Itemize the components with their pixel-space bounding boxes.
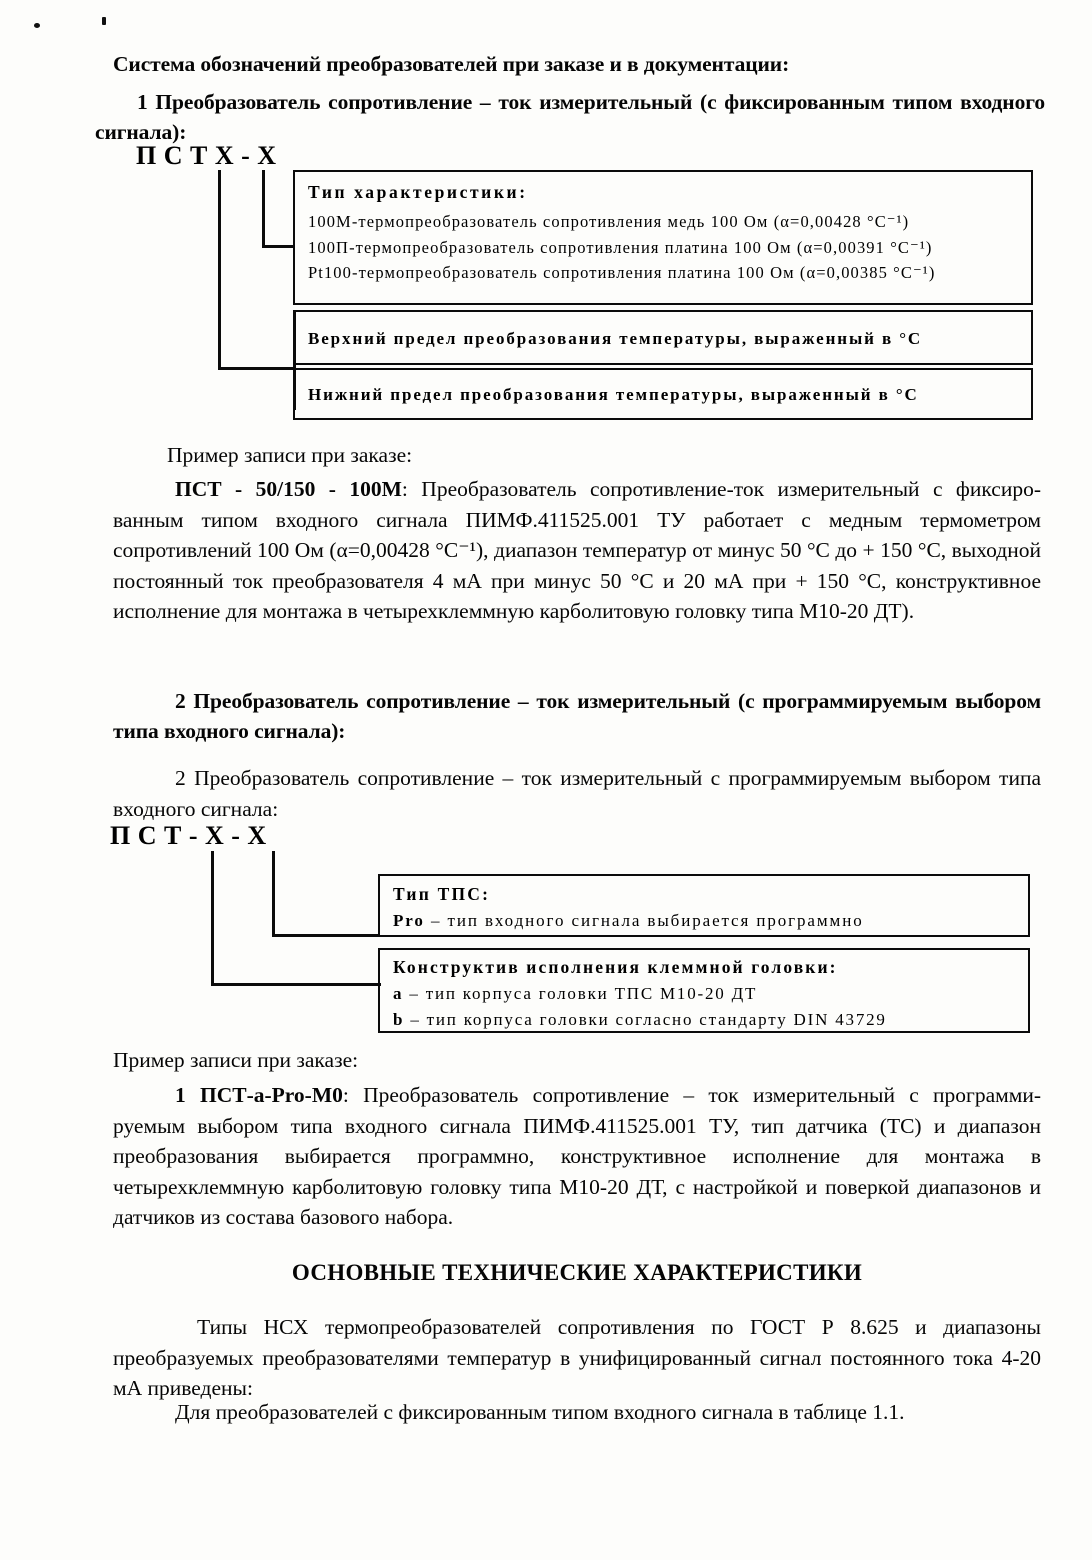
box-line xyxy=(393,1007,1028,1033)
section1-example-body-head: : Преобразователь сопротивление-ток измерительный с фиксиро- xyxy=(401,477,1041,501)
section1-example-body: ванным типом входного сигнала ПИМФ.411525.001 ТУ работает с медным термометром сопротивлений 100 Ом (α=0,00428 °C⁻¹), диапазон температур от минус 50 °С до + 150 °С, выходной постоянный ток преобразователя 4 мА при минус 50 °С и 20 мА при + 150 °С, конструктивное исполнение для монтажа в четырехклеммную карболитовую головку типа М10-20 ДТ). xyxy=(113,507,1041,624)
box-line: Pt100-термопреобразователь сопротивления платина 100 Ом (α=0,00385 °C⁻¹) xyxy=(308,263,936,283)
section1-example-paragraph xyxy=(113,474,1041,627)
box-line-key: Pro xyxy=(393,911,425,931)
box-line xyxy=(393,908,1028,934)
connector-line xyxy=(262,170,265,248)
connector-line xyxy=(218,367,296,370)
diagram-box-lower-limit xyxy=(293,368,1033,420)
scan-artifact xyxy=(34,23,40,28)
section1-code-label: П С Т Х - Х xyxy=(136,141,277,170)
connector-line xyxy=(211,983,381,986)
section2-example-paragraph xyxy=(113,1080,1041,1233)
section3-closing: Для преобразователей с фиксированным типом входного сигнала в таблице 1.1. xyxy=(175,1400,905,1424)
box-line xyxy=(393,981,1028,1007)
box-line-key: b xyxy=(393,1010,405,1030)
section2-example-body: руемым выбором типа входного сигнала ПИМФ.411525.001 ТУ, тип датчика (ТС) и диапазон преобразования выбирается программно, конструктивное исполнение для монтажа в четырехклеммную карболитовую головку типа М10-20 ДТ, с настройкой и поверкой диапазонов и датчиков из состава базового набора. xyxy=(113,1113,1041,1230)
section2-title: 2 Преобразователь сопротивление – ток измерительный (с программируемым выбором типа входного сигнала): xyxy=(113,689,1041,743)
connector-line xyxy=(218,170,221,370)
box-title: Верхний предел преобразования температуры, выраженный в °С xyxy=(308,329,923,348)
diagram-box-characteristic-type xyxy=(293,170,1033,305)
connector-line xyxy=(262,245,295,248)
diagram-box-head-design xyxy=(378,948,1030,1033)
section3-heading: ОСНОВНЫЕ ТЕХНИЧЕСКИЕ ХАРАКТЕРИСТИКИ xyxy=(291,1260,863,1285)
section2-code-label: П С Т - Х - Х xyxy=(110,821,267,850)
section1-example-code: ПСТ - 50/150 - 100М xyxy=(175,477,402,501)
box-line-text: – тип корпуса головки ТПС М10-20 ДТ xyxy=(403,984,758,1004)
box-title: Нижний предел преобразования температуры, выраженный в °С xyxy=(308,385,919,404)
box-title: Тип ТПС: xyxy=(393,884,491,904)
diagram-box-upper-limit xyxy=(293,310,1033,365)
box-line-text: – тип входного сигнала выбирается программно xyxy=(424,911,864,931)
diagram-box-tps-type xyxy=(378,874,1030,937)
scan-artifact xyxy=(102,17,106,25)
section2-example-label: Пример записи при заказе: xyxy=(113,1048,359,1072)
section1-example-label: Пример записи при заказе: xyxy=(167,443,413,467)
connector-line xyxy=(272,934,379,937)
section3-paragraph: Типы НСХ термопреобразователей сопротивления по ГОСТ Р 8.625 и диапазоны преобразуемых преобразователями температур в унифицированный сигнал постоянного тока 4-20 мА приведены: xyxy=(113,1315,1041,1401)
section1-title: 1 Преобразователь сопротивление – ток измерительный (с фиксированным типом входного сигнала): xyxy=(95,90,1045,144)
connector-line xyxy=(211,851,214,986)
connector-line xyxy=(272,851,275,937)
box-title: Конструктив исполнения клеммной головки: xyxy=(393,957,838,977)
section2-intro: 2 Преобразователь сопротивление – ток измерительный с программируемым выбором типа входного сигнала: xyxy=(113,766,1041,821)
page-title: Система обозначений преобразователей при заказе и в документации: xyxy=(113,52,790,76)
box-line-key: a xyxy=(393,984,404,1004)
box-title: Тип характеристики: xyxy=(308,182,528,202)
box-line: 100М-термопреобразователь сопротивления медь 100 Ом (α=0,00428 °C⁻¹) xyxy=(308,212,910,232)
box-line-text: – тип корпуса головки согласно стандарту DIN 43729 xyxy=(404,1010,887,1030)
section2-example-body-head: : Преобразователь сопротивление – ток измерительный с программи- xyxy=(342,1083,1041,1107)
section2-example-code: 1 ПСТ-a-Pro-M0 xyxy=(175,1083,343,1107)
box-line: 100П-термопреобразователь сопротивления платина 100 Ом (α=0,00391 °C⁻¹) xyxy=(308,237,933,257)
